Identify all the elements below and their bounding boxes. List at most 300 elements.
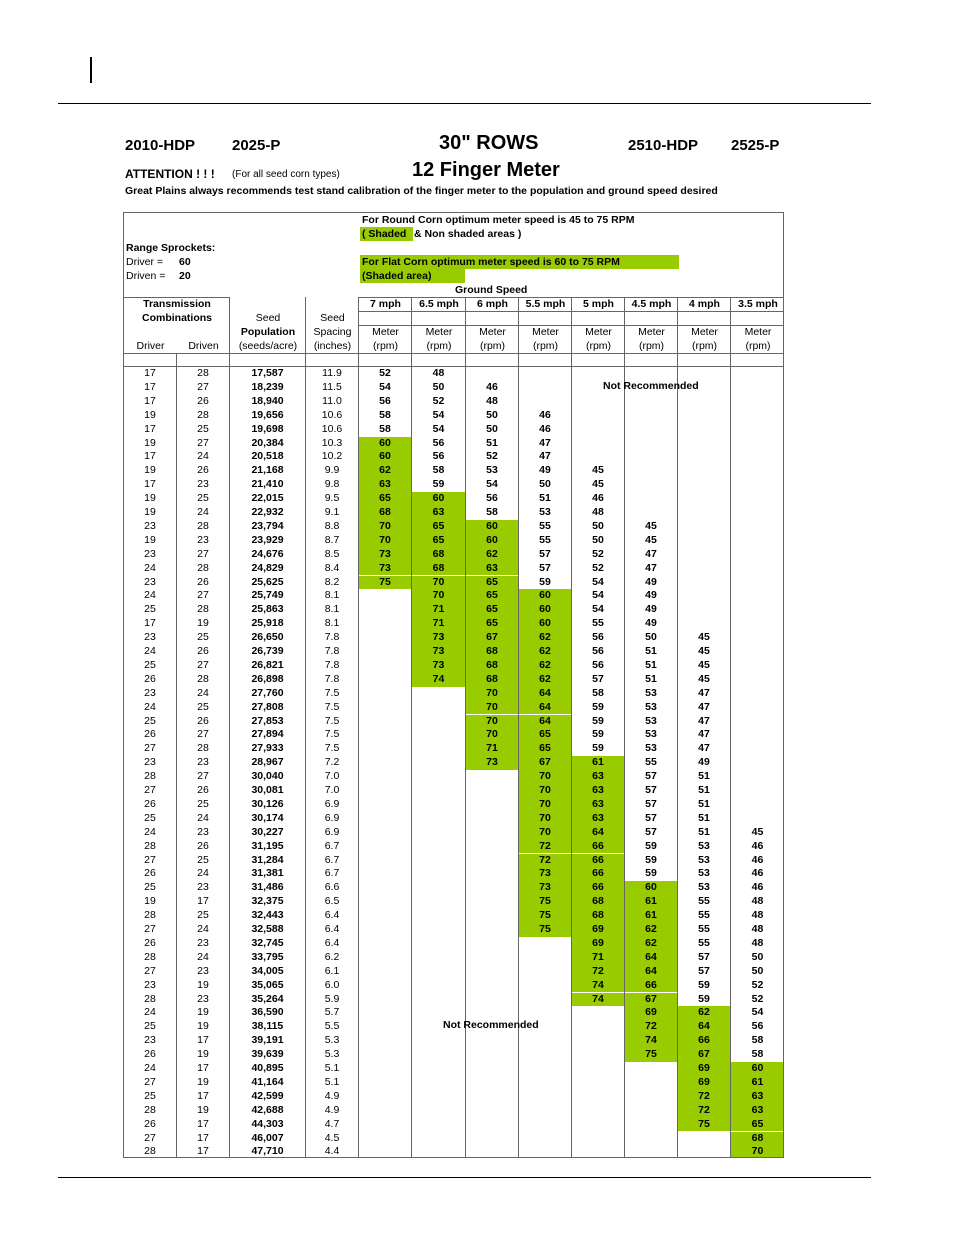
driven-cell: 27 xyxy=(197,436,209,449)
speed-header: 7 mph xyxy=(370,298,401,310)
meter-header: Meter xyxy=(744,326,772,338)
driver-cell: 23 xyxy=(144,519,156,532)
rpm-cell xyxy=(625,464,677,478)
spacing-cell: 10.6 xyxy=(321,408,343,421)
population-cell: 31,284 xyxy=(251,853,284,866)
rpm-cell: 71 xyxy=(572,951,624,965)
population-cell: 31,195 xyxy=(251,839,284,852)
rpm-cell xyxy=(731,645,784,659)
rpm-cell xyxy=(412,1048,465,1062)
driver-cell: 23 xyxy=(144,686,156,699)
rpm-cell xyxy=(625,1090,677,1104)
rpm-cell xyxy=(359,909,411,923)
seed-population-header-1: Seed xyxy=(255,312,281,324)
rpm-cell xyxy=(572,450,624,464)
driven-cell: 28 xyxy=(197,519,209,532)
rpm-cell: 51 xyxy=(698,784,710,796)
rpm-cell: 61 xyxy=(625,909,677,923)
population-cell: 25,749 xyxy=(251,589,284,602)
rpm-cell xyxy=(731,409,784,423)
population-cell: 22,015 xyxy=(251,492,284,505)
rpm-cell xyxy=(731,617,784,631)
rpm-cell xyxy=(678,450,730,464)
rpm-cell xyxy=(359,715,411,729)
driven-cell: 27 xyxy=(197,658,209,671)
driver-cell: 24 xyxy=(144,700,156,713)
table-row xyxy=(124,659,784,673)
spacing-cell: 8.1 xyxy=(324,603,340,616)
driver-cell: 27 xyxy=(144,964,156,977)
rpm-cell xyxy=(625,492,677,506)
spacing-cell: 9.5 xyxy=(324,492,340,505)
table-row xyxy=(124,867,784,881)
driven-cell: 23 xyxy=(197,992,209,1005)
spacing-cell: 9.9 xyxy=(324,464,340,477)
rpm-cell: 75 xyxy=(519,909,571,923)
rpm-cell: 48 xyxy=(751,895,764,908)
rpm-cell xyxy=(412,812,465,826)
rpm-cell: 57 xyxy=(592,672,604,685)
rpm-cell xyxy=(625,423,677,437)
population-cell: 31,486 xyxy=(251,881,284,894)
driver-cell: 24 xyxy=(144,1062,156,1074)
rpm-cell: 74 xyxy=(572,979,624,993)
rpm-cell: 51 xyxy=(645,645,657,657)
rpm-cell xyxy=(412,979,465,993)
not-recommended-top: Not Recommended xyxy=(603,380,699,392)
driven-cell: 26 xyxy=(197,839,209,852)
rpm-cell xyxy=(678,478,730,492)
rpm-cell xyxy=(412,826,465,840)
spacing-cell: 11.9 xyxy=(322,367,342,379)
driver-cell: 25 xyxy=(144,658,156,671)
rpm-cell xyxy=(572,437,624,451)
rpm-cell: 60 xyxy=(359,437,411,451)
rpm-cell xyxy=(625,478,677,492)
table-row xyxy=(124,562,784,576)
population-cell: 27,760 xyxy=(251,686,284,699)
driver-cell: 19 xyxy=(144,895,156,908)
population-cell: 25,625 xyxy=(251,575,284,588)
population-cell: 42,599 xyxy=(251,1089,284,1102)
rpm-cell xyxy=(466,840,518,854)
rpm-cell: 65 xyxy=(466,576,518,590)
spacing-cell: 6.7 xyxy=(324,853,340,866)
rpm-cell: 61 xyxy=(625,895,677,909)
driver-cell: 19 xyxy=(144,533,156,546)
rpm-cell: 58 xyxy=(379,422,391,435)
rpm-cell: 46 xyxy=(592,492,604,505)
population-cell: 21,168 xyxy=(251,464,284,477)
rpm-cell xyxy=(731,728,784,742)
rpm-cell xyxy=(678,367,730,381)
rpm-cell xyxy=(519,1104,571,1118)
rpm-cell xyxy=(731,673,784,687)
driven-cell: 25 xyxy=(197,909,209,922)
table-row xyxy=(124,450,784,464)
driven-cell: 28 xyxy=(197,742,209,755)
population-cell: 23,929 xyxy=(251,533,284,546)
driven-cell: 23 xyxy=(197,478,209,491)
model-2010-hdp: 2010-HDP xyxy=(125,137,196,154)
rpm-cell: 50 xyxy=(645,631,657,644)
driver-cell: 28 xyxy=(144,1145,156,1158)
rpm-cell xyxy=(731,687,784,701)
rpm-cell xyxy=(572,1062,624,1076)
rpm-cell: 59 xyxy=(645,839,657,852)
rpm-cell: 52 xyxy=(379,367,391,379)
rpm-cell: 58 xyxy=(432,464,445,477)
driven-cell: 27 xyxy=(197,770,209,783)
rpm-cell xyxy=(572,1090,624,1104)
rpm-cell xyxy=(412,1118,465,1132)
population-cell: 46,007 xyxy=(251,1131,284,1144)
rpm-cell xyxy=(359,895,411,909)
driven-cell: 26 xyxy=(197,394,209,407)
rpm-cell xyxy=(412,965,465,979)
population-cell: 32,443 xyxy=(251,909,284,922)
driven-cell: 24 xyxy=(197,450,209,463)
rpm-cell xyxy=(359,1048,411,1062)
rpm-cell: 69 xyxy=(678,1062,730,1076)
rpm-cell xyxy=(519,1062,571,1076)
rpm-cell xyxy=(466,812,518,826)
rpm-cell: 55 xyxy=(539,533,551,546)
population-cell: 28,967 xyxy=(251,756,284,769)
rpm-cell xyxy=(359,1145,411,1158)
driven-cell: 17 xyxy=(197,1089,209,1102)
driven-cell: 26 xyxy=(197,464,209,477)
driven-cell: 28 xyxy=(197,672,209,685)
rpm-cell xyxy=(412,840,465,854)
rpm-cell: 64 xyxy=(572,826,624,840)
rpm-cell xyxy=(466,979,518,993)
rpm-cell: 62 xyxy=(519,659,571,673)
driven-cell: 17 xyxy=(197,1145,209,1158)
rpm-cell xyxy=(359,854,411,868)
population-cell: 32,745 xyxy=(251,936,284,949)
rpm-cell xyxy=(731,506,784,520)
rpm-cell: 60 xyxy=(466,534,518,548)
speed-header: 6.5 mph xyxy=(419,298,459,310)
driver-cell: 17 xyxy=(144,367,156,379)
spacing-cell: 10.3 xyxy=(321,436,343,449)
rpm-cell: 63 xyxy=(572,784,624,798)
rpm-cell xyxy=(359,673,411,687)
rpm-cell xyxy=(466,1062,518,1076)
rpm-cell: 68 xyxy=(359,506,411,520)
population-cell: 41,164 xyxy=(251,1075,284,1088)
rpm-cell: 46 xyxy=(539,422,551,435)
driver-cell: 23 xyxy=(144,978,156,991)
rpm-cell: 49 xyxy=(645,589,657,602)
rpm-cell xyxy=(466,1076,518,1090)
rpm-cell: 64 xyxy=(519,715,571,729)
meter-header: Meter xyxy=(532,326,559,338)
rpm-cell: 52 xyxy=(751,978,764,991)
rpm-cell: 66 xyxy=(625,979,677,993)
population-cell: 17,587 xyxy=(251,367,284,379)
rpm-cell: 73 xyxy=(412,645,465,659)
rpm-cell xyxy=(412,923,465,937)
rpm-cell: 75 xyxy=(359,576,411,590)
rpm-cell xyxy=(412,1104,465,1118)
rpm-cell: 48 xyxy=(432,367,445,379)
rpm-cell xyxy=(359,1104,411,1118)
driver-cell: 24 xyxy=(144,561,156,574)
rpm-cell xyxy=(412,728,465,742)
rpm-cell: 48 xyxy=(751,923,764,935)
model-2525-p: 2525-P xyxy=(731,137,780,154)
table-row xyxy=(124,854,784,868)
population-cell: 23,794 xyxy=(251,519,284,532)
rpm-cell: 65 xyxy=(519,742,571,756)
rpm-cell: 47 xyxy=(539,450,551,463)
rpm-cell xyxy=(572,1104,624,1118)
table-row xyxy=(124,715,784,729)
rpm-cell xyxy=(466,909,518,923)
population-cell: 30,040 xyxy=(251,770,284,783)
table-row xyxy=(124,1104,784,1118)
attention-line: Great Plains always recommends test stand calibration of the finger meter to the population and ground speed desired xyxy=(125,185,718,197)
rpm-cell xyxy=(412,951,465,965)
driven-cell: 26 xyxy=(197,784,209,796)
rpm-cell: 47 xyxy=(698,714,710,727)
driven-cell: 28 xyxy=(197,561,209,574)
driver-cell: 25 xyxy=(144,881,156,894)
population-cell: 24,676 xyxy=(251,547,284,560)
ground-speed-label: Ground Speed xyxy=(455,284,528,296)
driven-cell: 17 xyxy=(197,1131,209,1144)
rpm-cell: 48 xyxy=(486,394,498,407)
table-row xyxy=(124,631,784,645)
rpm-cell: 46 xyxy=(751,839,764,852)
rpm-cell: 54 xyxy=(432,408,445,421)
rpm-cell: 70 xyxy=(466,687,518,701)
table-row xyxy=(124,1062,784,1076)
rpm-cell: 46 xyxy=(751,881,764,894)
rpm-cell: 50 xyxy=(486,408,498,421)
rpm-cell xyxy=(466,937,518,951)
rpm-cell: 67 xyxy=(519,756,571,770)
rpm-cell xyxy=(625,409,677,423)
driven-label: Driven = xyxy=(126,270,166,282)
driven-cell: 28 xyxy=(197,408,209,421)
rpm-cell xyxy=(466,1104,518,1118)
seed-population-units: (seeds/acre) xyxy=(238,340,298,352)
rpm-cell: 61 xyxy=(572,756,624,770)
rpm-cell: 72 xyxy=(678,1104,730,1118)
rpm-cell xyxy=(466,798,518,812)
speed-header: 6 mph xyxy=(477,298,508,310)
rpm-cell xyxy=(572,1132,624,1146)
rpm-cell: 53 xyxy=(698,853,710,866)
rpm-cell xyxy=(466,1090,518,1104)
seeding-rate-table xyxy=(123,212,784,1158)
rpm-cell xyxy=(466,854,518,868)
seed-spacing-header-2: Spacing xyxy=(313,326,352,338)
rpm-cell: 70 xyxy=(519,812,571,826)
rpm-header: (rpm) xyxy=(638,340,665,352)
rpm-cell xyxy=(412,715,465,729)
rpm-cell xyxy=(359,798,411,812)
rpm-cell: 62 xyxy=(519,631,571,645)
rpm-cell xyxy=(359,840,411,854)
table-row xyxy=(124,742,784,756)
rpm-cell xyxy=(412,798,465,812)
rpm-cell xyxy=(731,576,784,590)
rpm-cell xyxy=(466,951,518,965)
rpm-cell: 45 xyxy=(592,464,604,477)
rpm-cell: 52 xyxy=(432,394,445,407)
spacing-cell: 6.4 xyxy=(324,936,340,949)
rpm-cell: 50 xyxy=(486,422,498,435)
rpm-cell xyxy=(359,1006,411,1020)
table-row xyxy=(124,1132,784,1146)
combinations-header: Combinations xyxy=(142,312,212,324)
rpm-cell: 59 xyxy=(645,853,657,866)
attention-note: (For all seed corn types) xyxy=(232,169,340,180)
driven-cell: 28 xyxy=(197,367,209,379)
rpm-cell: 46 xyxy=(486,380,498,393)
rpm-cell xyxy=(625,1076,677,1090)
population-cell: 19,656 xyxy=(251,408,284,421)
driven-value: 20 xyxy=(179,270,191,282)
rpm-cell xyxy=(359,826,411,840)
rpm-cell: 71 xyxy=(412,617,465,631)
rpm-cell: 73 xyxy=(466,756,518,770)
rpm-cell: 62 xyxy=(519,673,571,687)
rpm-cell xyxy=(466,1118,518,1132)
population-cell: 27,933 xyxy=(251,742,284,755)
rpm-cell xyxy=(731,701,784,715)
rpm-cell xyxy=(359,979,411,993)
grid-line-gs xyxy=(124,297,230,298)
rpm-cell xyxy=(731,812,784,826)
rpm-cell xyxy=(519,1132,571,1146)
table-row xyxy=(124,409,784,423)
footer-rule xyxy=(58,1177,871,1178)
rpm-cell: 70 xyxy=(412,576,465,590)
round-corn-note: For Round Corn optimum meter speed is 45 to 75 RPM xyxy=(362,214,635,226)
rpm-cell: 56 xyxy=(486,492,498,505)
rpm-cell xyxy=(731,492,784,506)
table-row xyxy=(124,1076,784,1090)
spacing-cell: 5.1 xyxy=(324,1062,340,1074)
population-cell: 27,894 xyxy=(251,728,284,741)
rpm-cell xyxy=(678,562,730,576)
table-row xyxy=(124,1118,784,1132)
table-row xyxy=(124,798,784,812)
grid-line-head-bottom xyxy=(124,353,784,354)
table-row xyxy=(124,534,784,548)
spacing-cell: 4.7 xyxy=(324,1117,340,1130)
rpm-cell: 56 xyxy=(432,436,445,449)
rpm-cell xyxy=(359,993,411,1007)
rpm-cell: 45 xyxy=(645,519,657,532)
rpm-cell xyxy=(359,770,411,784)
spacing-cell: 6.9 xyxy=(324,811,340,824)
rpm-cell: 53 xyxy=(645,742,657,755)
driver-cell: 28 xyxy=(144,770,156,783)
population-cell: 27,853 xyxy=(251,714,284,727)
rpm-cell xyxy=(466,965,518,979)
rpm-cell: 48 xyxy=(751,909,764,922)
rpm-cell xyxy=(572,1020,624,1034)
rpm-cell xyxy=(678,464,730,478)
rpm-cell xyxy=(359,1118,411,1132)
rpm-cell xyxy=(466,1145,518,1158)
rpm-cell xyxy=(412,1034,465,1048)
driven-cell: 24 xyxy=(197,867,209,880)
table-row xyxy=(124,1145,784,1158)
rpm-cell xyxy=(359,1062,411,1076)
rpm-cell: 74 xyxy=(412,673,465,687)
rpm-cell xyxy=(412,770,465,784)
rpm-cell: 68 xyxy=(731,1132,784,1146)
rpm-cell xyxy=(678,1132,730,1146)
range-sprockets-title: Range Sprockets: xyxy=(126,242,216,254)
rpm-cell xyxy=(466,1034,518,1048)
rpm-cell: 55 xyxy=(592,617,604,630)
rpm-cell xyxy=(519,395,571,409)
rpm-cell xyxy=(572,1048,624,1062)
rpm-cell xyxy=(412,993,465,1007)
driven-cell: 24 xyxy=(197,811,209,824)
speed-header: 5.5 mph xyxy=(525,298,566,310)
flat-shaded-label: (Shaded area) xyxy=(362,270,432,282)
rpm-cell: 49 xyxy=(645,603,657,616)
table-row xyxy=(124,687,784,701)
rpm-cell xyxy=(625,1132,677,1146)
rpm-cell: 50 xyxy=(751,964,764,977)
rpm-cell xyxy=(625,450,677,464)
rpm-cell: 64 xyxy=(625,951,677,965)
table-row xyxy=(124,603,784,617)
driven-cell: 19 xyxy=(197,1006,209,1019)
rpm-cell xyxy=(731,589,784,603)
population-cell: 27,808 xyxy=(251,700,284,713)
driver-cell: 28 xyxy=(144,950,156,963)
rpm-cell xyxy=(678,589,730,603)
spacing-cell: 4.5 xyxy=(324,1131,340,1144)
table-row xyxy=(124,478,784,492)
table-row xyxy=(124,589,784,603)
table-row xyxy=(124,492,784,506)
rpm-cell: 63 xyxy=(572,812,624,826)
rpm-cell xyxy=(359,617,411,631)
rpm-cell: 69 xyxy=(678,1076,730,1090)
rpm-cell: 56 xyxy=(592,658,604,671)
driven-cell: 24 xyxy=(197,686,209,699)
population-cell: 31,381 xyxy=(251,867,284,880)
spacing-cell: 11.5 xyxy=(322,380,342,393)
population-cell: 30,081 xyxy=(251,784,284,796)
driver-cell: 23 xyxy=(144,575,156,588)
driven-cell: 19 xyxy=(197,1020,209,1033)
rpm-cell xyxy=(466,1132,518,1146)
rpm-cell: 73 xyxy=(412,631,465,645)
rpm-cell: 62 xyxy=(359,464,411,478)
rpm-cell xyxy=(731,450,784,464)
rpm-cell xyxy=(678,506,730,520)
driver-cell: 23 xyxy=(144,1034,156,1047)
driver-cell: 26 xyxy=(144,936,156,949)
rpm-cell xyxy=(359,937,411,951)
rpm-cell: 58 xyxy=(379,408,391,421)
population-cell: 30,174 xyxy=(251,811,284,824)
rpm-cell xyxy=(519,1048,571,1062)
